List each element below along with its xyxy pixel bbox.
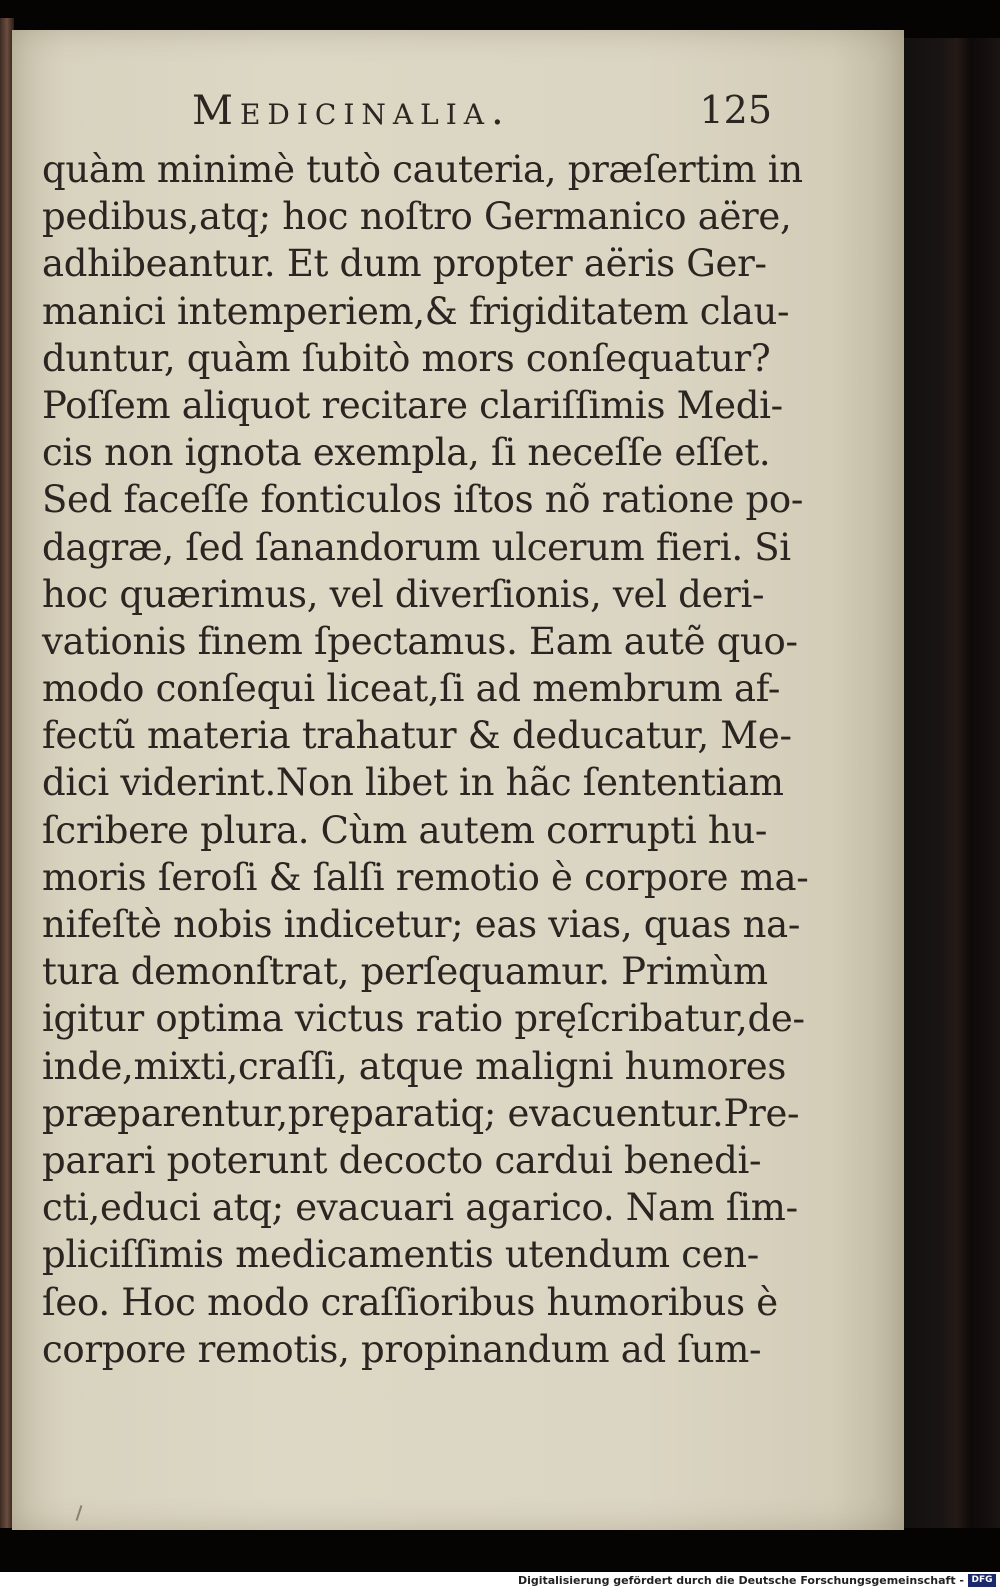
text-line: duntur, quàm ſubitò mors conſequatur?	[42, 336, 771, 380]
text-line: hoc quærimus, vel diverſionis, vel deri-	[42, 572, 765, 616]
text-line: pedibus,atq; hoc noſtro Germanico aëre,	[42, 195, 792, 239]
text-line: pliciſſimis medicamentis utendum cen-	[42, 1233, 759, 1277]
text-line: dici viderint.Non libet in hãc ſententiam	[42, 761, 784, 805]
text-line: quàm minimè tutò cauteria, præſertim in	[42, 148, 803, 191]
book-page	[12, 30, 904, 1530]
text-line: præparentur,pręparatiq; evacuentur.Pre-	[42, 1091, 800, 1135]
text-line: cis non ignota exempla, ſi neceſſe eſſet.	[42, 431, 771, 475]
text-line: fectũ materia trahatur & deducatur, Me-	[42, 714, 792, 758]
text-line: tura demonſtrat, perſequamur. Primùm	[42, 950, 768, 994]
text-line: modo conſequi liceat,ſi ad membrum af-	[42, 667, 781, 711]
body-text	[42, 146, 809, 1373]
text-line: corpore remotis, propinandum ad ſum-	[42, 1327, 762, 1371]
text-line: moris ſeroſi & ſalſi remotio è corpore ma-	[42, 855, 809, 899]
dfg-logo: DFG	[968, 1574, 996, 1587]
page-number: 125	[699, 88, 772, 132]
text-line: cti,educi atq; evacuari agarico. Nam ſim-	[42, 1186, 798, 1230]
text-line: nifeſtè nobis indicetur; eas vias, quas na-	[42, 903, 801, 946]
ink-mark	[76, 1505, 83, 1521]
text-line: ſeo. Hoc modo craſſioribus humoribus è	[42, 1280, 778, 1324]
text-line: inde,mixti,craſſi, atque maligni humores	[42, 1044, 787, 1088]
text-line: dagræ, ſed ſanandorum ulcerum fieri. Si	[42, 525, 791, 569]
funding-credit: Digitalisierung gefördert durch die Deutsche Forschungsgemeinschaft -	[517, 1574, 964, 1587]
running-head: Medicinalia.	[192, 88, 511, 134]
text-line: parari poterunt decocto cardui benedi-	[42, 1138, 762, 1182]
text-line: Poſſem aliquot recitare clariſſimis Medi-	[42, 383, 783, 427]
digitization-footer	[0, 1572, 1000, 1590]
text-line: vationis finem ſpectamus. Eam autẽ quo-	[42, 619, 798, 663]
text-line: ſcribere plura. Cùm autem corrupti hu-	[42, 808, 768, 852]
text-line: Sed faceſſe fonticulos iſtos nõ ratione po-	[42, 478, 804, 522]
book-right-edge	[903, 38, 1000, 1528]
text-line: adhibeantur. Et dum propter aëris Ger-	[42, 242, 767, 286]
text-line: igitur optima victus ratio pręſcribatur,de-	[42, 997, 805, 1041]
page-header	[192, 88, 772, 148]
text-line: manici intemperiem,& frigiditatem clau-	[42, 289, 790, 333]
